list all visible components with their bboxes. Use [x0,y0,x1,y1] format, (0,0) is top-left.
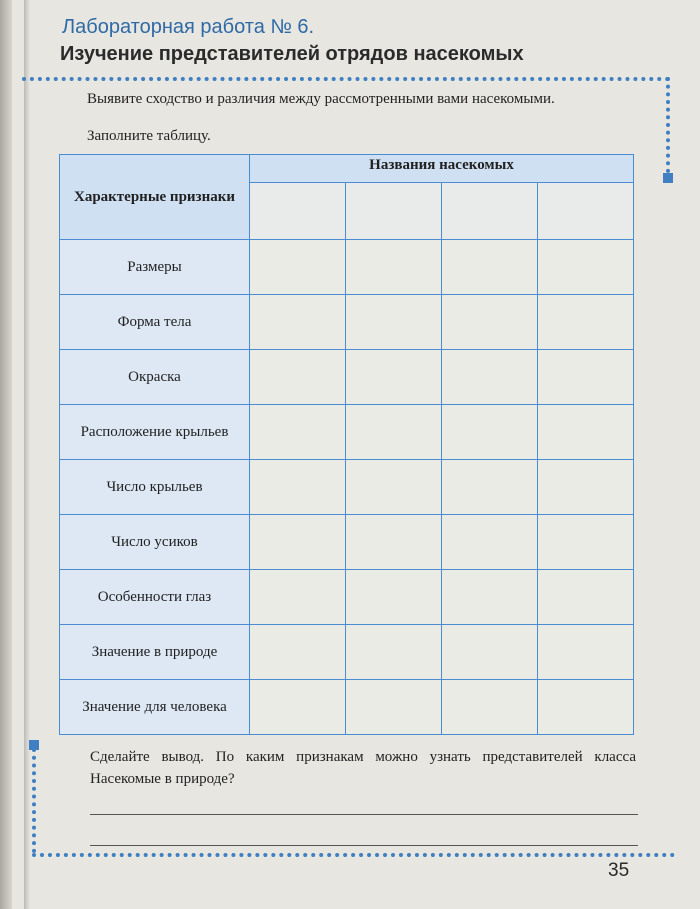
answer-cell[interactable] [538,625,634,680]
insect-name-field[interactable] [346,183,442,240]
row-label-wing-position: Расположение крыльев [60,405,250,460]
table-row [60,240,634,295]
table-row [60,680,634,735]
answer-line-2[interactable] [90,845,638,846]
answer-cell[interactable] [442,680,538,735]
insect-name-field[interactable] [538,183,634,240]
answer-cell[interactable] [442,240,538,295]
page-number: 35 [608,860,630,881]
conclusion-prompt: Сделайте вывод. По каким признакам можно узнать представителей класса Насекомые в природе? [90,749,636,787]
answer-cell[interactable] [250,625,346,680]
answer-cell[interactable] [346,515,442,570]
insect-name-field[interactable] [442,183,538,240]
answer-line-1[interactable] [90,814,638,815]
answer-cell[interactable] [346,350,442,405]
answer-cell[interactable] [538,240,634,295]
insect-name-field[interactable] [250,183,346,240]
corner-marker-top [663,173,673,183]
comparison-table [59,154,634,735]
answer-cell[interactable] [346,460,442,515]
answer-cell[interactable] [442,405,538,460]
answer-cell[interactable] [250,515,346,570]
answer-cell[interactable] [538,680,634,735]
row-label-role-in-nature: Значение в природе [60,625,250,680]
table-row [60,295,634,350]
row-label-sizes: Размеры [60,240,250,295]
lab-title: Лабораторная работа № 6. [62,16,315,38]
fill-instruction: Заполните таблицу. [87,128,211,144]
answer-cell[interactable] [442,570,538,625]
table-row [60,405,634,460]
answer-cell[interactable] [250,405,346,460]
answer-cell[interactable] [442,625,538,680]
feature-column-header: Характерные признаки [60,155,250,240]
answer-cell[interactable] [538,405,634,460]
answer-cell[interactable] [250,240,346,295]
row-label-coloring: Окраска [60,350,250,405]
answer-cell[interactable] [538,295,634,350]
answer-cell[interactable] [250,570,346,625]
answer-cell[interactable] [538,460,634,515]
table-row [60,625,634,680]
answer-cell[interactable] [250,680,346,735]
workbook-page [12,0,700,909]
task-instruction: Выявите сходство и различия между рассмотренными вами насекомыми. [87,91,555,107]
book-spine [0,0,12,909]
table-row [60,350,634,405]
row-label-body-shape: Форма тела [60,295,250,350]
dotted-rule-right [666,77,670,173]
answer-cell[interactable] [442,460,538,515]
answer-cell[interactable] [250,350,346,405]
answer-cell[interactable] [538,350,634,405]
answer-cell[interactable] [442,515,538,570]
dotted-rule-left [32,748,36,853]
answer-cell[interactable] [250,295,346,350]
answer-cell[interactable] [346,625,442,680]
answer-cell[interactable] [346,240,442,295]
table-row [60,515,634,570]
page-edge-shadow [24,0,30,909]
insect-names-header: Названия насекомых [250,155,634,183]
table-row [60,570,634,625]
row-label-role-for-humans: Значение для человека [60,680,250,735]
table-row [60,460,634,515]
answer-cell[interactable] [346,570,442,625]
lab-subtitle: Изучение представителей отрядов насекомых [60,43,524,65]
answer-cell[interactable] [442,350,538,405]
answer-cell[interactable] [346,405,442,460]
row-label-antennae-count: Число усиков [60,515,250,570]
row-label-eye-features: Особенности глаз [60,570,250,625]
answer-cell[interactable] [250,460,346,515]
dotted-rule-bottom [32,853,675,857]
row-label-wing-count: Число крыльев [60,460,250,515]
answer-cell[interactable] [538,515,634,570]
dotted-rule-top [22,77,670,81]
answer-cell[interactable] [346,295,442,350]
answer-cell[interactable] [442,295,538,350]
corner-marker-bottom [29,740,39,750]
answer-cell[interactable] [346,680,442,735]
answer-cell[interactable] [538,570,634,625]
